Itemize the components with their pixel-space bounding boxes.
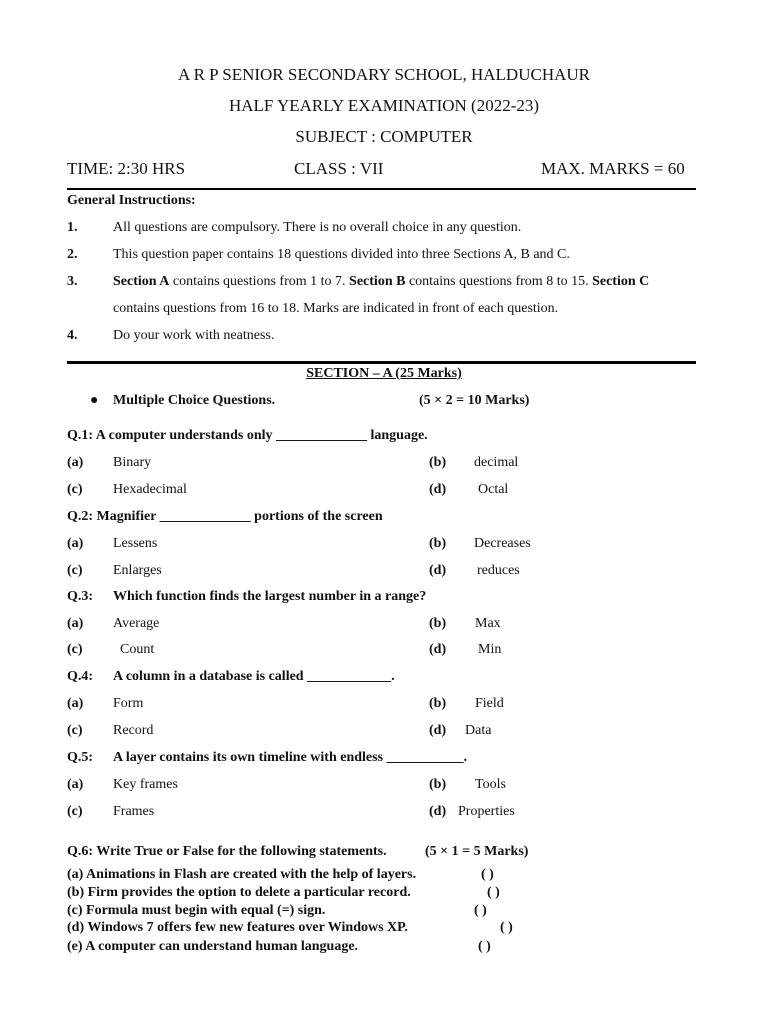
time-label: TIME: 2:30 HRS	[67, 159, 186, 178]
option-text: Form	[113, 696, 144, 711]
option-letter: (a)	[67, 536, 84, 551]
true-false-statement: (e) A computer can understand human language.	[67, 939, 359, 954]
question-text: A column in a database is called ____________.	[113, 669, 395, 684]
answer-blank: ( )	[487, 885, 500, 900]
option-text: Frames	[113, 804, 155, 819]
option-letter: (c)	[67, 482, 83, 497]
option-letter: (c)	[67, 563, 83, 578]
option-text: reduces	[477, 563, 520, 578]
exam-title: HALF YEARLY EXAMINATION (2022-23)	[228, 96, 540, 115]
option-letter: (a)	[67, 455, 84, 470]
instruction-number: 1.	[67, 220, 78, 235]
instruction-text	[113, 274, 649, 290]
max-marks-label: MAX. MARKS = 60	[541, 159, 685, 178]
option-text: Properties	[458, 804, 515, 819]
option-text: decimal	[474, 455, 519, 470]
answer-blank: ( )	[474, 903, 487, 918]
answer-blank: ( )	[478, 939, 491, 954]
question-text: Which function finds the largest number in a range?	[113, 589, 427, 604]
option-text: Max	[475, 616, 501, 631]
question-text: A layer contains its own timeline with endless ___________.	[113, 750, 468, 765]
section-divider	[67, 361, 696, 364]
true-false-statement: (c) Formula must begin with equal (=) sign.	[67, 903, 326, 918]
option-text: Count	[120, 642, 155, 657]
option-text: Field	[475, 696, 504, 711]
header-divider	[67, 188, 696, 190]
mcq-marks: (5 × 2 = 10 Marks)	[419, 393, 530, 408]
instruction-number: 3.	[67, 274, 78, 289]
option-letter: (a)	[67, 696, 84, 711]
option-letter: (b)	[429, 777, 447, 792]
q6-heading: Q.6: Write True or False for the following statements.	[67, 844, 387, 859]
instruction-text: Do your work with neatness.	[113, 328, 275, 343]
option-text: Tools	[475, 777, 506, 792]
option-text: Enlarges	[113, 563, 162, 578]
option-text: Octal	[478, 482, 509, 497]
option-letter: (c)	[67, 642, 83, 657]
true-false-statement: (a) Animations in Flash are created with the help of layers.	[67, 867, 417, 882]
instruction-fragment: contains questions from 8 to 15.	[405, 274, 593, 289]
q6-marks: (5 × 1 = 5 Marks)	[425, 844, 529, 859]
option-letter: (b)	[429, 616, 447, 631]
option-letter: (b)	[429, 455, 447, 470]
subject-line: SUBJECT : COMPUTER	[295, 127, 473, 146]
mcq-label: Multiple Choice Questions.	[113, 393, 276, 408]
option-letter: (c)	[67, 723, 83, 738]
option-letter: (d)	[429, 723, 447, 738]
option-text: Data	[465, 723, 492, 738]
option-text: Binary	[113, 455, 152, 470]
question-text: Q.1: A computer understands only _____________ language.	[67, 428, 428, 443]
instruction-number: 2.	[67, 247, 78, 262]
option-letter: (a)	[67, 616, 84, 631]
section-b-ref: Section B	[349, 274, 406, 289]
true-false-statement: (b) Firm provides the option to delete a particular record.	[67, 885, 411, 900]
option-letter: (b)	[429, 696, 447, 711]
section-a-ref: Section A	[113, 274, 170, 289]
answer-blank: ( )	[481, 867, 494, 882]
option-text: Lessens	[113, 536, 158, 551]
option-text: Decreases	[474, 536, 531, 551]
option-text: Average	[113, 616, 160, 631]
option-text: Record	[113, 723, 154, 738]
class-label: CLASS : VII	[294, 159, 384, 178]
option-text: Key frames	[113, 777, 178, 792]
question-number: Q.3:	[67, 589, 94, 604]
section-a-heading: SECTION – A (25 Marks)	[306, 366, 462, 381]
bullet-icon: ●	[90, 393, 99, 408]
option-text: Hexadecimal	[113, 482, 187, 497]
instruction-text: All questions are compulsory. There is no overall choice in any question.	[113, 220, 522, 235]
question-text: Q.2: Magnifier _____________ portions of the screen	[67, 509, 383, 524]
instruction-number: 4.	[67, 328, 78, 343]
option-letter: (d)	[429, 804, 447, 819]
option-letter: (d)	[429, 482, 447, 497]
true-false-statement: (d) Windows 7 offers few new features over Windows XP.	[67, 920, 408, 935]
option-letter: (d)	[429, 563, 447, 578]
question-number: Q.4:	[67, 669, 94, 684]
option-letter: (a)	[67, 777, 84, 792]
option-letter: (c)	[67, 804, 83, 819]
option-letter: (d)	[429, 642, 447, 657]
instruction-fragment: contains questions from 1 to 7.	[169, 274, 350, 289]
answer-blank: ( )	[500, 920, 513, 935]
instructions-heading: General Instructions:	[67, 193, 196, 208]
option-text: Min	[478, 642, 502, 657]
instruction-text: This question paper contains 18 questions divided into three Sections A, B and C.	[113, 247, 570, 262]
instruction-text-continued: contains questions from 16 to 18. Marks are indicated in front of each question.	[113, 301, 559, 316]
section-c-ref: Section C	[592, 274, 650, 289]
school-name: A R P SENIOR SECONDARY SCHOOL, HALDUCHAUR	[178, 65, 590, 84]
question-number: Q.5:	[67, 750, 94, 765]
option-letter: (b)	[429, 536, 447, 551]
